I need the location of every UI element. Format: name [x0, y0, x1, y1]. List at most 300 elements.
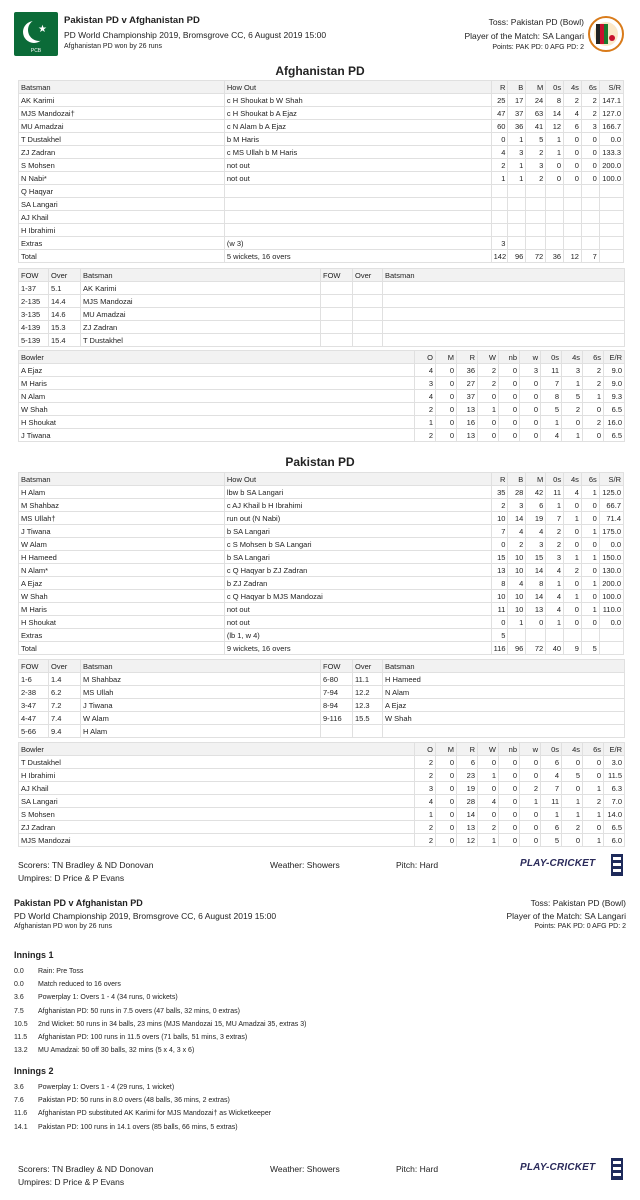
batting-row	[19, 198, 624, 211]
bowling-row	[19, 364, 625, 377]
weather-2: Weather: Showers	[270, 1164, 340, 1174]
commentary-over: 10.5	[14, 1020, 28, 1028]
table-cell: 10	[491, 512, 508, 525]
table-cell: b SA Langari	[224, 551, 491, 564]
table-cell: 0	[491, 133, 508, 146]
match-title-2: Pakistan PD v Afghanistan PD	[14, 898, 143, 908]
table-cell: 0	[581, 616, 599, 629]
table-cell: 3	[508, 499, 526, 512]
batting-row	[19, 250, 624, 263]
table-cell	[581, 185, 599, 198]
table-cell: 4	[546, 603, 564, 616]
table-cell: 2	[520, 782, 541, 795]
table-cell: A Ejaz	[383, 699, 625, 712]
table-cell: 4	[415, 795, 436, 808]
bowling-row-header	[19, 743, 625, 756]
commentary-item	[14, 1097, 614, 1110]
table-cell: 3	[526, 159, 546, 172]
table-cell: 0	[520, 403, 541, 416]
table-cell: 0	[499, 808, 520, 821]
table-cell	[383, 321, 625, 334]
table-cell: 1	[583, 834, 604, 847]
table-cell	[599, 198, 623, 211]
bowling-row-header	[19, 351, 625, 364]
bowling-row	[19, 834, 625, 847]
table-cell: Batsman	[81, 660, 321, 673]
ecb-lions-icon	[611, 854, 623, 876]
table-cell: 0	[564, 525, 582, 538]
table-cell: 12.3	[353, 699, 383, 712]
table-cell: 2	[491, 499, 508, 512]
table-cell: 1	[546, 577, 564, 590]
table-cell: 0	[581, 133, 599, 146]
table-cell: 0	[499, 756, 520, 769]
table-cell: 12	[546, 120, 564, 133]
table-cell: 0	[499, 403, 520, 416]
table-cell: 1	[562, 377, 583, 390]
innings1-bowling-table	[18, 350, 625, 442]
table-cell: AK Karimi	[19, 94, 225, 107]
table-cell: 19	[457, 782, 478, 795]
table-cell: 28	[457, 795, 478, 808]
table-cell: 96	[508, 642, 526, 655]
table-cell	[383, 334, 625, 347]
table-cell: 0	[491, 616, 508, 629]
table-cell: 36	[508, 120, 526, 133]
table-cell: 7	[541, 377, 562, 390]
table-cell: 0	[499, 416, 520, 429]
table-cell: 0	[436, 821, 457, 834]
table-cell: 0	[436, 403, 457, 416]
table-cell: 2	[478, 377, 499, 390]
table-cell: 133.3	[599, 146, 623, 159]
table-cell: 5	[526, 133, 546, 146]
table-cell: 1	[546, 146, 564, 159]
table-cell	[353, 334, 383, 347]
table-cell: 1	[583, 782, 604, 795]
table-cell: 7	[546, 512, 564, 525]
table-cell	[564, 224, 582, 237]
table-cell	[564, 629, 582, 642]
innings2-bowling-table	[18, 742, 625, 847]
batting-row	[19, 146, 624, 159]
table-cell: 0	[436, 756, 457, 769]
batting-row	[19, 577, 624, 590]
table-cell: 4	[546, 590, 564, 603]
commentary-item	[14, 1084, 614, 1097]
table-cell: 15.4	[49, 334, 81, 347]
table-cell: 1	[541, 416, 562, 429]
table-cell: 6.5	[604, 821, 625, 834]
table-cell: W Shah	[19, 590, 225, 603]
table-cell: 200.0	[599, 577, 623, 590]
table-cell	[491, 211, 508, 224]
table-cell	[353, 295, 383, 308]
table-cell	[353, 282, 383, 295]
table-cell: 0	[564, 133, 582, 146]
table-cell: 4	[415, 364, 436, 377]
table-cell: 23	[457, 769, 478, 782]
table-cell: Batsman	[19, 473, 225, 486]
table-cell: E/R	[604, 351, 625, 364]
table-cell: 0	[478, 416, 499, 429]
table-cell: 6s	[583, 351, 604, 364]
table-cell	[321, 308, 353, 321]
batting-row	[19, 564, 624, 577]
bowling-row	[19, 795, 625, 808]
commentary-header	[14, 898, 626, 938]
table-cell: Bowler	[19, 743, 415, 756]
innings1-batting-table	[18, 80, 624, 263]
table-cell: 0	[583, 756, 604, 769]
innings2-team-title: Pakistan PD	[285, 455, 355, 469]
table-cell: 37	[508, 107, 526, 120]
table-cell: 7	[581, 250, 599, 263]
batting-row	[19, 107, 624, 120]
table-cell: 0	[478, 390, 499, 403]
table-cell: 9.0	[604, 377, 625, 390]
table-cell: 0	[491, 538, 508, 551]
table-cell: b SA Langari	[224, 525, 491, 538]
table-cell: 0	[520, 769, 541, 782]
commentary-over: 0.0	[14, 968, 24, 975]
table-cell: 11	[546, 486, 564, 499]
table-cell: 27	[457, 377, 478, 390]
table-cell: H Alam	[19, 486, 225, 499]
table-cell: H Hameed	[383, 673, 625, 686]
table-cell: S/R	[599, 81, 623, 94]
match-title: Pakistan PD v Afghanistan PD	[64, 15, 200, 26]
table-cell: FOW	[19, 269, 49, 282]
table-cell: 0	[520, 808, 541, 821]
table-cell: 0	[581, 590, 599, 603]
commentary-innings1-title: Innings 1	[14, 950, 54, 960]
bowling-row	[19, 377, 625, 390]
bowling-row	[19, 756, 625, 769]
table-cell: 47	[491, 107, 508, 120]
table-cell: 10	[508, 551, 526, 564]
toss-info: Toss: Pakistan PD (Bowl)	[488, 17, 584, 27]
table-cell: 1	[562, 429, 583, 442]
table-cell: 0	[478, 756, 499, 769]
table-cell: A Ejaz	[19, 364, 415, 377]
table-cell: 1	[562, 808, 583, 821]
table-cell: 1	[581, 577, 599, 590]
table-cell	[321, 321, 353, 334]
table-cell: 6-80	[321, 673, 353, 686]
commentary-innings1-list	[14, 968, 614, 1060]
table-cell: 66.7	[599, 499, 623, 512]
fow-row	[19, 334, 625, 347]
fow-row	[19, 712, 625, 725]
table-cell: E/R	[604, 743, 625, 756]
table-cell: 0	[564, 172, 582, 185]
table-cell: H Shoukat	[19, 616, 225, 629]
batting-row	[19, 616, 624, 629]
table-cell: 9	[564, 642, 582, 655]
commentary-over: 11.5	[14, 1033, 28, 1041]
table-cell: not out	[224, 172, 491, 185]
table-cell	[508, 224, 526, 237]
table-cell: 1	[478, 769, 499, 782]
table-cell: 1	[546, 616, 564, 629]
table-cell: W Shah	[383, 712, 625, 725]
table-cell: 0	[520, 416, 541, 429]
table-cell: c S Mohsen b SA Langari	[224, 538, 491, 551]
match-result-2: Afghanistan PD won by 26 runs	[14, 923, 113, 930]
table-cell: 0	[499, 795, 520, 808]
table-cell: 0	[436, 364, 457, 377]
table-cell: 0	[564, 603, 582, 616]
table-cell: Over	[49, 269, 81, 282]
commentary-over: 7.6	[14, 1097, 24, 1105]
table-cell: 2	[581, 107, 599, 120]
table-cell: 0	[478, 808, 499, 821]
table-cell: 6	[457, 756, 478, 769]
table-cell: 3	[491, 237, 508, 250]
table-cell: 2	[562, 821, 583, 834]
footer-bottom	[18, 1164, 622, 1194]
table-cell: 17	[508, 94, 526, 107]
table-cell: 100.0	[599, 590, 623, 603]
bowling-row	[19, 390, 625, 403]
table-cell: c H Shoukat b A Ejaz	[224, 107, 491, 120]
table-cell: 6	[526, 499, 546, 512]
table-cell: 0	[564, 146, 582, 159]
table-cell: 0	[546, 172, 564, 185]
table-cell: 9-116	[321, 712, 353, 725]
table-cell: 6	[564, 120, 582, 133]
table-cell: 0	[520, 756, 541, 769]
table-cell: 1	[508, 172, 526, 185]
table-cell	[491, 224, 508, 237]
table-cell: 0	[581, 538, 599, 551]
table-cell: 0	[520, 377, 541, 390]
table-cell: 10	[508, 590, 526, 603]
table-cell: (w 3)	[224, 237, 491, 250]
table-cell: R	[491, 473, 508, 486]
table-cell: not out	[224, 159, 491, 172]
table-cell: 2	[415, 429, 436, 442]
table-cell: 7	[491, 525, 508, 538]
table-cell: 0	[499, 821, 520, 834]
table-cell	[508, 185, 526, 198]
table-cell: 1-37	[19, 282, 49, 295]
table-cell	[526, 237, 546, 250]
pitch-2: Pitch: Hard	[396, 1164, 439, 1174]
table-cell: 9.4	[49, 725, 81, 738]
table-cell: 0	[583, 769, 604, 782]
table-cell	[508, 211, 526, 224]
table-cell: 0	[583, 429, 604, 442]
table-cell: 0	[546, 159, 564, 172]
batting-row-header	[19, 81, 624, 94]
table-cell: 1	[581, 525, 599, 538]
table-cell: 6s	[581, 81, 599, 94]
table-cell: AJ Khail	[19, 782, 415, 795]
table-cell: B	[508, 81, 526, 94]
table-cell: 36	[546, 250, 564, 263]
table-cell	[599, 629, 623, 642]
table-cell: M	[526, 473, 546, 486]
table-cell: Extras	[19, 237, 225, 250]
batting-row	[19, 525, 624, 538]
table-cell: Batsman	[19, 81, 225, 94]
table-cell: M Haris	[19, 377, 415, 390]
table-cell: 1	[583, 390, 604, 403]
toss-info-2: Toss: Pakistan PD (Bowl)	[530, 898, 626, 908]
table-cell: 14	[546, 107, 564, 120]
table-cell: 2	[583, 416, 604, 429]
commentary-text: Powerplay 1: Overs 1 - 4 (34 runs, 0 wickets)	[38, 994, 178, 1002]
table-cell: 5	[491, 629, 508, 642]
table-cell: 1	[581, 551, 599, 564]
table-cell: 0.0	[599, 133, 623, 146]
table-cell	[546, 237, 564, 250]
commentary-innings2-title: Innings 2	[14, 1066, 54, 1076]
table-cell	[321, 295, 353, 308]
table-cell: 11.5	[604, 769, 625, 782]
match-result: Afghanistan PD won by 26 runs	[64, 43, 163, 50]
table-cell: Total	[19, 250, 225, 263]
table-cell: W	[478, 743, 499, 756]
table-cell: 2	[415, 756, 436, 769]
table-cell: 0	[436, 390, 457, 403]
table-cell: 0	[564, 499, 582, 512]
table-cell: 2	[564, 94, 582, 107]
table-cell: 0	[581, 146, 599, 159]
table-cell	[546, 185, 564, 198]
table-cell: 1	[546, 499, 564, 512]
table-cell: 1	[581, 603, 599, 616]
batting-row	[19, 538, 624, 551]
commentary-text: Powerplay 1: Overs 1 - 4 (29 runs, 1 wicket)	[38, 1084, 175, 1091]
table-cell: c AJ Khail b H Ibrahimi	[224, 499, 491, 512]
fow-row	[19, 686, 625, 699]
bowling-row	[19, 821, 625, 834]
table-cell: Batsman	[383, 269, 625, 282]
table-cell: S Mohsen	[19, 159, 225, 172]
table-cell: 3	[508, 146, 526, 159]
table-cell	[526, 198, 546, 211]
batting-row	[19, 185, 624, 198]
commentary-item	[14, 1124, 614, 1137]
table-cell: A Ejaz	[19, 577, 225, 590]
table-cell: 6.2	[49, 686, 81, 699]
table-cell: 8-94	[321, 699, 353, 712]
scorers-2: Scorers: TN Bradley & ND Donovan	[18, 1164, 154, 1174]
table-cell: Q Haqyar	[19, 185, 225, 198]
table-cell: 10	[508, 564, 526, 577]
table-cell: MJS Mandozai†	[19, 107, 225, 120]
table-cell	[491, 185, 508, 198]
table-cell	[546, 629, 564, 642]
table-cell: 2	[526, 172, 546, 185]
batting-row	[19, 486, 624, 499]
ecb-lions-icon-2	[611, 1158, 623, 1180]
table-cell: 0	[526, 616, 546, 629]
table-cell: 0	[562, 834, 583, 847]
table-cell: 10	[508, 603, 526, 616]
table-cell: MS Ullah†	[19, 512, 225, 525]
table-cell	[321, 334, 353, 347]
table-cell: 1	[508, 159, 526, 172]
table-cell	[599, 224, 623, 237]
table-cell: H Hameed	[19, 551, 225, 564]
weather: Weather: Showers	[270, 860, 340, 870]
table-cell: 71.4	[599, 512, 623, 525]
table-cell: 4	[546, 564, 564, 577]
table-cell: SA Langari	[19, 198, 225, 211]
points-info-2: Points: PAK PD: 0 AFG PD: 2	[534, 923, 626, 930]
table-cell: 12.2	[353, 686, 383, 699]
table-cell: 4	[541, 769, 562, 782]
table-cell: 15.5	[353, 712, 383, 725]
bowling-row	[19, 808, 625, 821]
commentary-innings2-list	[14, 1084, 614, 1137]
table-cell	[353, 321, 383, 334]
table-cell	[546, 224, 564, 237]
match-header	[14, 12, 626, 60]
commentary-over: 0.0	[14, 981, 24, 989]
table-cell: 14	[508, 512, 526, 525]
fow-row	[19, 673, 625, 686]
table-cell: 0	[499, 377, 520, 390]
table-cell: M	[436, 743, 457, 756]
table-cell: 0	[581, 564, 599, 577]
commentary-text: Match reduced to 16 overs	[38, 981, 121, 989]
table-cell: M Shahbaz	[81, 673, 321, 686]
table-cell: 10	[491, 590, 508, 603]
table-cell: 0	[564, 159, 582, 172]
table-cell: 11.1	[353, 673, 383, 686]
table-cell: 7	[541, 782, 562, 795]
table-cell: 15.3	[49, 321, 81, 334]
table-cell: W Shah	[19, 403, 415, 416]
table-cell: 3-135	[19, 308, 49, 321]
table-cell	[581, 198, 599, 211]
table-cell: 2	[583, 364, 604, 377]
table-cell: 0	[436, 429, 457, 442]
table-cell: 11	[541, 364, 562, 377]
table-cell	[508, 237, 526, 250]
commentary-over: 13.2	[14, 1047, 28, 1055]
table-cell: 7.4	[49, 712, 81, 725]
commentary-item	[14, 981, 614, 994]
commentary-item	[14, 1021, 614, 1034]
table-cell	[546, 211, 564, 224]
innings1-team-title: Afghanistan PD	[275, 64, 365, 78]
table-cell: 2	[415, 821, 436, 834]
table-cell: 2-135	[19, 295, 49, 308]
batting-row	[19, 224, 624, 237]
table-cell: c MS Ullah b M Haris	[224, 146, 491, 159]
table-cell: 3	[520, 364, 541, 377]
table-cell: 2	[581, 94, 599, 107]
table-cell: 2	[546, 538, 564, 551]
table-cell	[383, 725, 625, 738]
table-cell: 4	[491, 146, 508, 159]
batting-row	[19, 603, 624, 616]
table-cell: 4s	[562, 743, 583, 756]
table-cell: 1	[546, 133, 564, 146]
table-cell: MU Amadzai	[19, 120, 225, 133]
table-cell: nb	[499, 351, 520, 364]
table-cell: 4	[508, 525, 526, 538]
table-cell	[224, 198, 491, 211]
table-cell: 3	[526, 538, 546, 551]
table-cell: FOW	[321, 269, 353, 282]
